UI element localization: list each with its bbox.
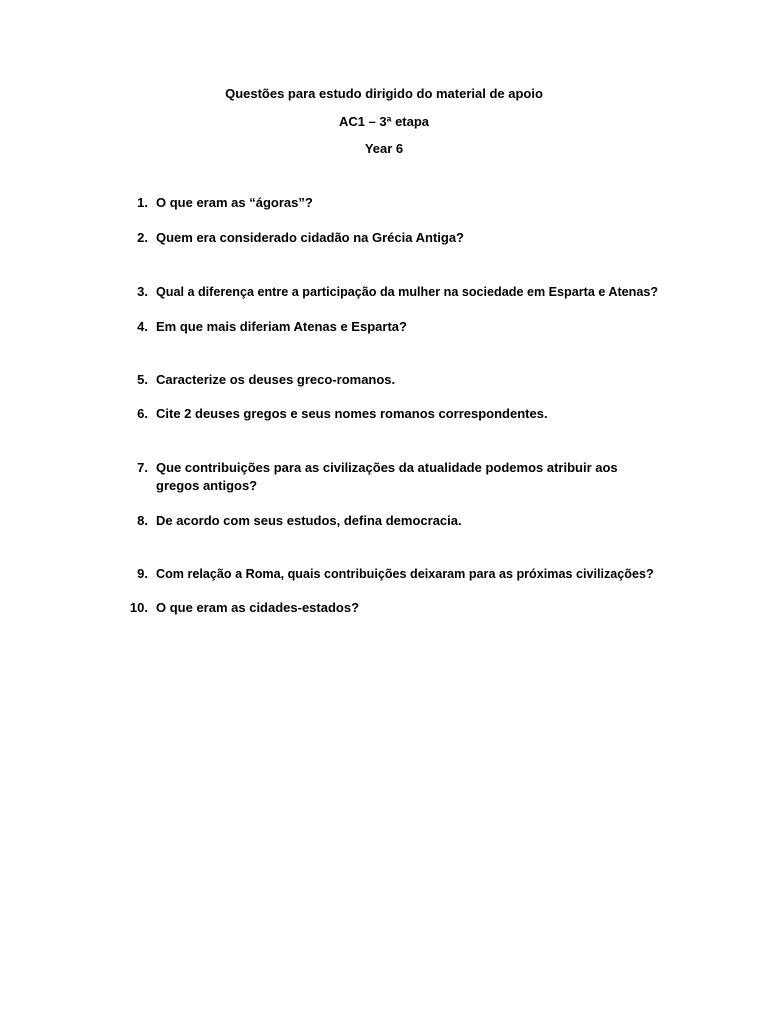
question-number: 8. [137, 513, 148, 528]
question-text: Que contribuições para as civilizações da atualidade podemos atribuir aos gregos antigos? [156, 460, 618, 493]
question-number: 7. [137, 460, 148, 475]
question-text: Quem era considerado cidadão na Grécia Antiga? [156, 230, 464, 245]
question-text: O que eram as “ágoras”? [156, 195, 313, 210]
question-number: 6. [137, 406, 148, 421]
question-number: 4. [137, 319, 148, 334]
question-text: De acordo com seus estudos, defina democracia. [156, 513, 462, 528]
question-number: 3. [137, 284, 148, 299]
question-text: Em que mais diferiam Atenas e Esparta? [156, 319, 407, 334]
question-number: 5. [137, 372, 148, 387]
question-text: O que eram as cidades-estados? [156, 600, 360, 615]
question-text: Cite 2 deuses gregos e seus nomes romanos correspondentes. [156, 406, 548, 421]
document-title: Questões para estudo dirigido do material de apoio [225, 86, 543, 101]
document-grade: Year 6 [364, 141, 404, 156]
document-subtitle: AC1 – 3ª etapa [338, 114, 430, 129]
question-number: 2. [137, 230, 148, 245]
question-number: 9. [137, 566, 148, 581]
question-text: Caracterize os deuses greco-romanos. [156, 372, 396, 387]
question-number: 10. [129, 600, 148, 615]
question-text: Qual a diferença entre a participação da mulher na sociedade em Esparta e Atenas? [156, 285, 659, 299]
question-number: 1. [137, 195, 148, 210]
question-text: Com relação a Roma, quais contribuições deixaram para as próximas civilizações? [156, 567, 654, 581]
